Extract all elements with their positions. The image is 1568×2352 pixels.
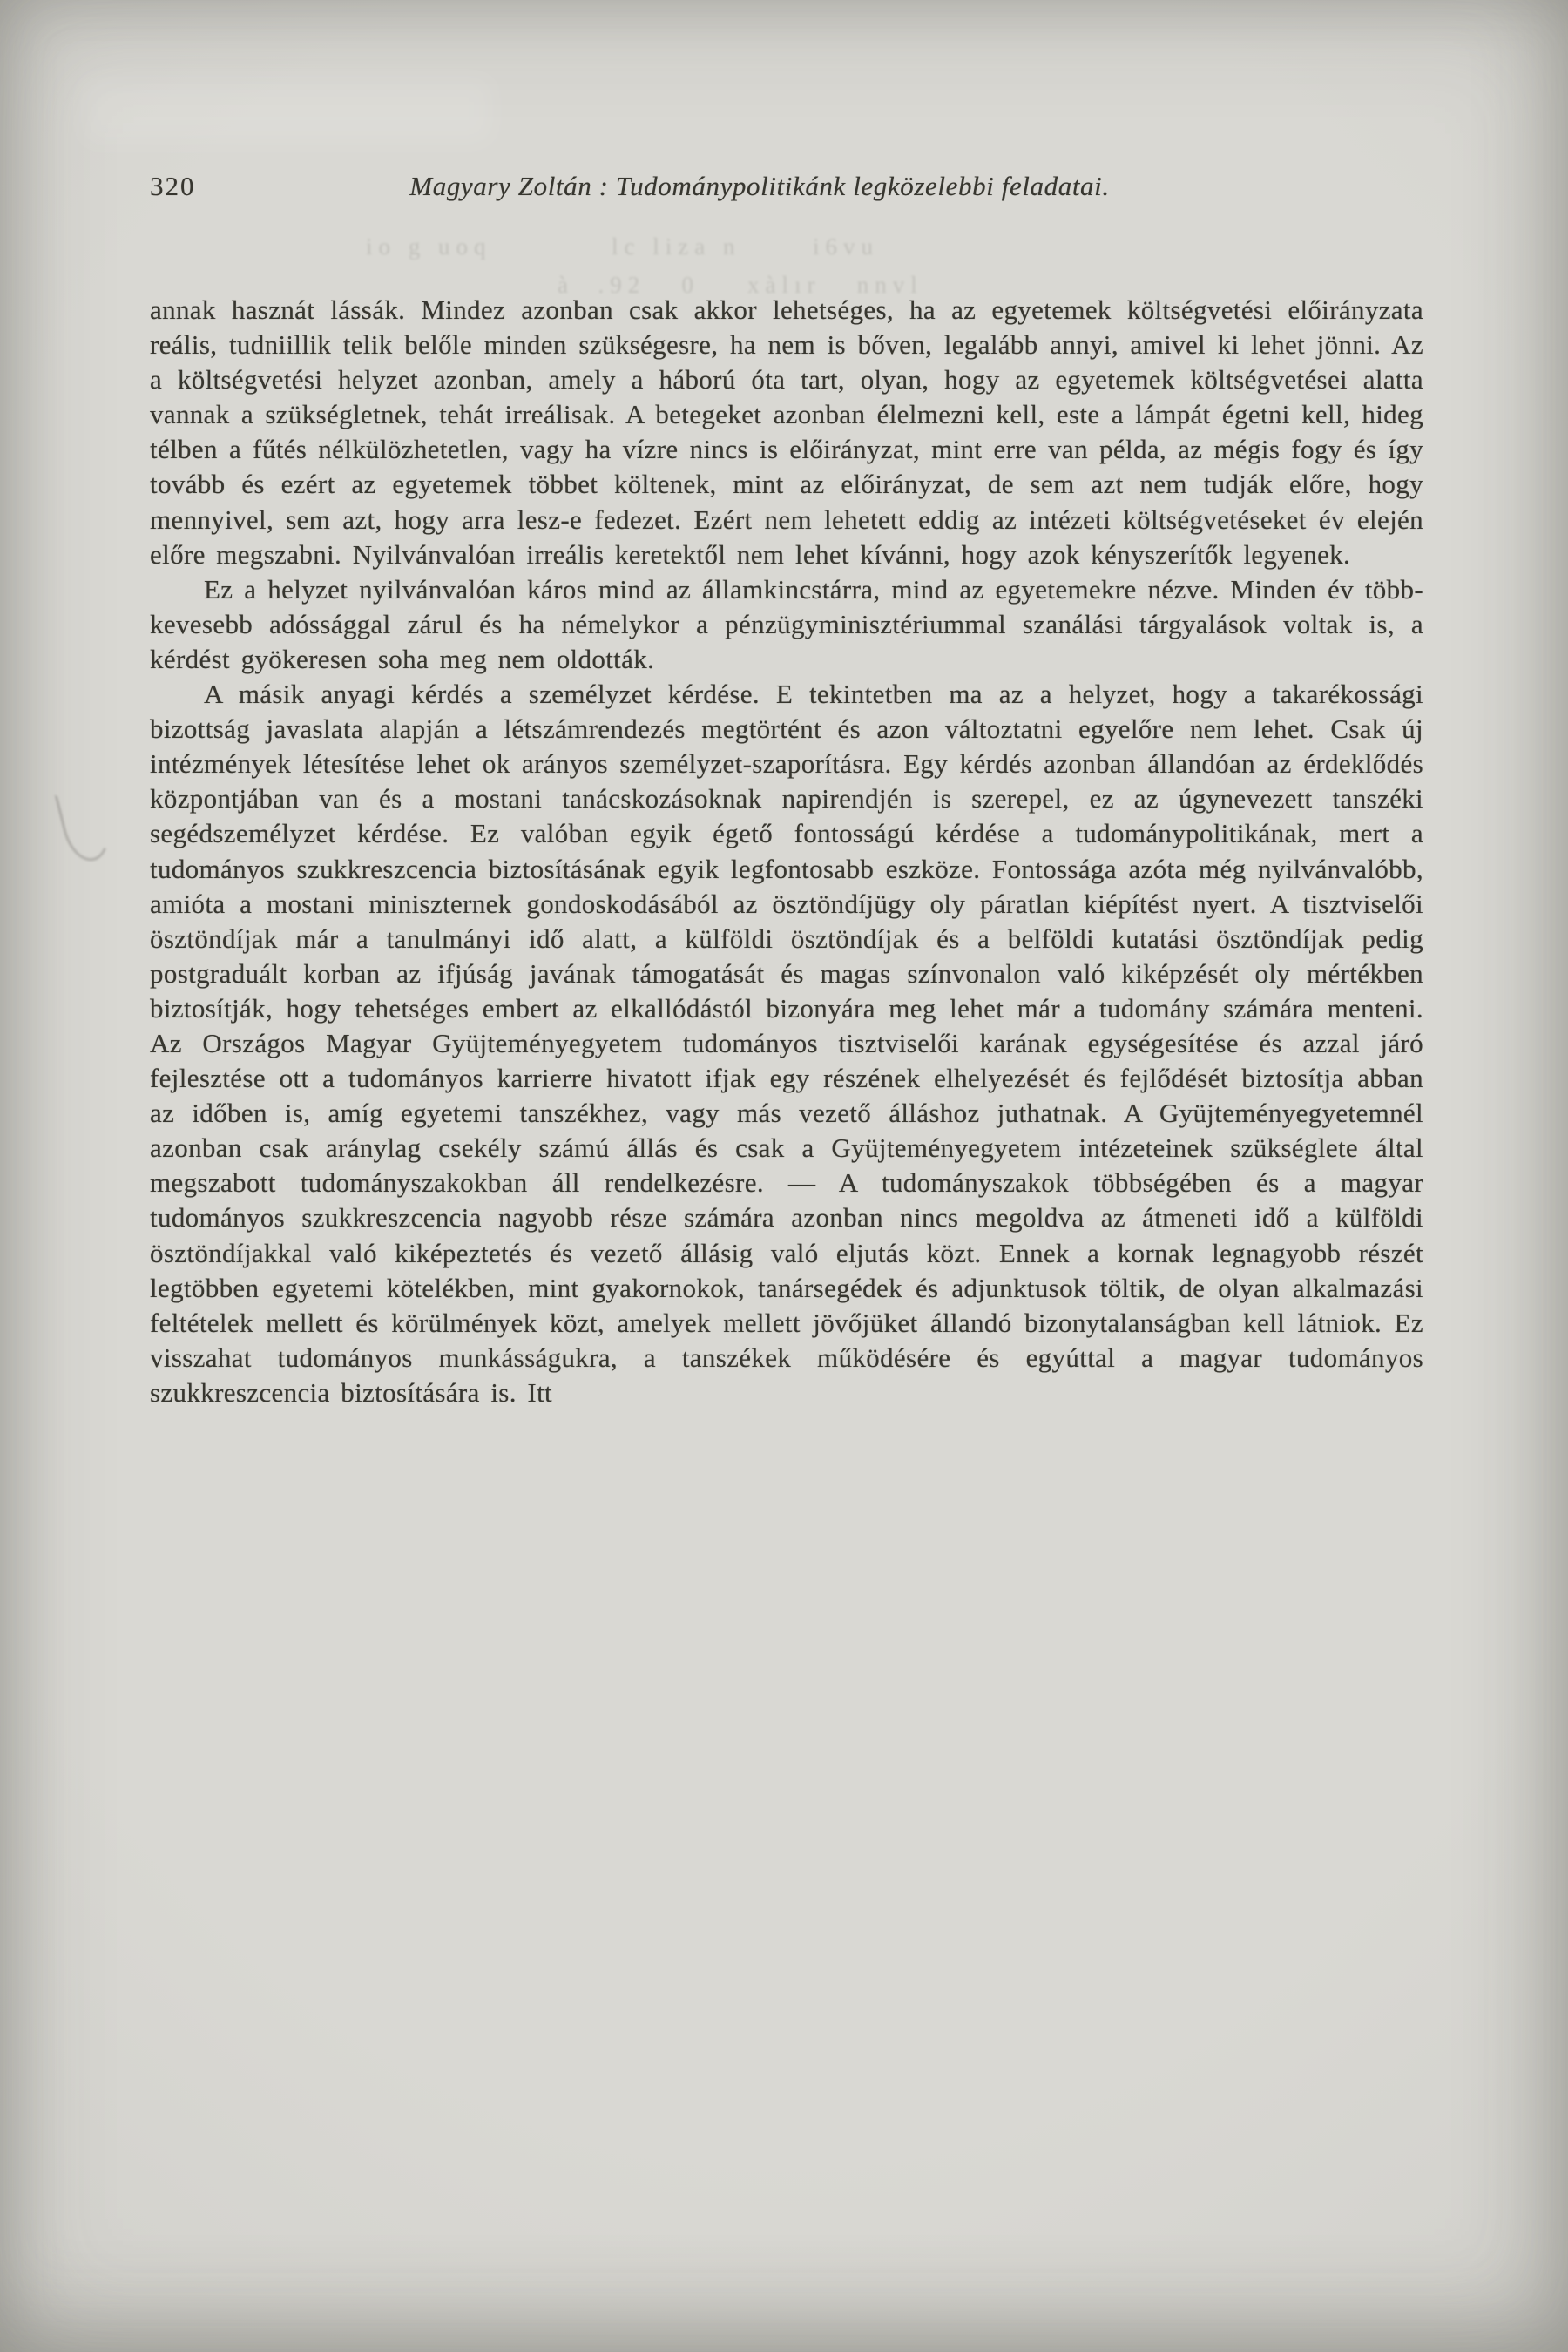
body-text [150, 293, 1423, 1410]
paragraph-2: Ez a helyzet nyilvánvalóan káros mind az államkincstárra, mind az egyetemekre nézve. Minden év több-kevesebb adóssággal zárul és ha némelykor a pénzügyminisztériummal szanálási tárgyalások voltak is, a kérdést gyökeresen soha meg nem oldották. [150, 573, 1423, 674]
scan-artifact-ghost-text: io g uoq lc liza n i6vu [366, 233, 879, 260]
page-number: 320 [150, 171, 196, 201]
scan-artifact-curve [55, 784, 117, 866]
scan-artifact-patch [83, 78, 492, 144]
scan-artifact-ghost-text: à .92 0 xàlır nnvl [558, 272, 923, 298]
paragraph-3: A másik anyagi kérdés a személyzet kérdése. E tekintetben ma az a helyzet, hogy a takarékossági bizottság javaslata alapján a létszámrendezés megtörtént és azon változtatni egyelőre nem lehet. Csak új intézmények létesítése lehet ok arányos személyzet-szaporításra. Egy kérdés azonban állandóan az érdeklődés központjában van és a mostani tanácskozásoknak napirendjén is szerepel, ez az úgynevezett tanszéki segédszemélyzet kérdése. Ez valóban egyik égető fontosságú kérdése a tudománypolitikának, mert a tudományos szukkreszcencia biztosításának egyik legfontosabb eszköze. Fontossága azóta még nyilvánvalóbb, amióta a mostani miniszternek gondoskodásából az ösztöndíjügy oly páratlan kiépítést nyert. A tisztviselői ösztöndíjak már a tanulmányi idő alatt, a külföldi ösztöndíjak és a belföldi kutatási ösztöndíjak pedig postgraduált korban az ifjúság javának támogatását és magas színvonalon való kiképzését oly mértékben biztosítják, hogy tehetséges embert az elkallódástól bizonyára meg lehet már a tudomány számára menteni. Az Országos Magyar Gyüjteményegyetem tudományos tisztviselői karának egységesítése és azzal járó fejlesztése ott a tudományos karrierre hivatott ifjak egy részének elhelyezését és fejlődését biztosítja abban az időben is, amíg egyetemi tanszékhez, vagy más vezető álláshoz juthatnak. A Gyüjteményegyetemnél azonban csak aránylag csekély számú állás és csak a Gyüjteményegyetem intézeteinek szükséglete által megszabott tudományszakokban áll rendelkezésre. — A tudományszakok többségében és a magyar tudományos szukkreszcencia nagyobb része számára azonban nincs megoldva az átmeneti idő a külföldi ösztöndíjakkal való kiképeztetés és vezető állásig való eljutás közt. Ennek a kornak legnagyobb részét legtöbben egyetemi kötelékben, mint gyakornokok, tanársegédek és adjunktusok töltik, de olyan alkalmazási feltételek mellett és körülmények közt, amelyek mellett jövőjüket állandó bizonytalanságban kell látniok. Ez visszahat tudományos munkásságukra, a tanszékek működésére és egyúttal a magyar tudományos szukkreszcencia biztosítására is. Itt [150, 679, 1423, 1408]
page-header [150, 171, 1422, 202]
running-title: Magyary Zoltán : Tudománypolitikánk legközelebbi feladatai. [409, 171, 1110, 201]
paragraph-1: annak hasznát lássák. Mindez azonban csak akkor lehetséges, ha az egyetemek költségvetési előirányzata reális, tudniillik telik belőle minden szükségesre, ha nem is bőven, legalább annyi, amivel ki lehet jönni. Az a költségvetési helyzet azonban, amely a háború óta tart, olyan, hogy az egyetemek költségvetései alatta vannak a szükségletnek, tehát irreálisak. A betegeket azonban élelmezni kell, este a lámpát égetni kell, hideg télben a fűtés nélkülözhetetlen, vagy ha vízre nincs is előirányzat, mint erre van példa, az mégis fogy és így tovább és ezért az egyetemek többet költenek, mint az előirányzat, de sem azt nem tudják előre, hogy mennyivel, sem azt, hogy arra lesz-e fedezet. Ezért nem lehetett eddig az intézeti költségvetéseket év elején előre megszabni. Nyilvánvalóan irreális keretektől nem lehet kívánni, hogy azok kényszerítők legyenek. [150, 294, 1423, 570]
